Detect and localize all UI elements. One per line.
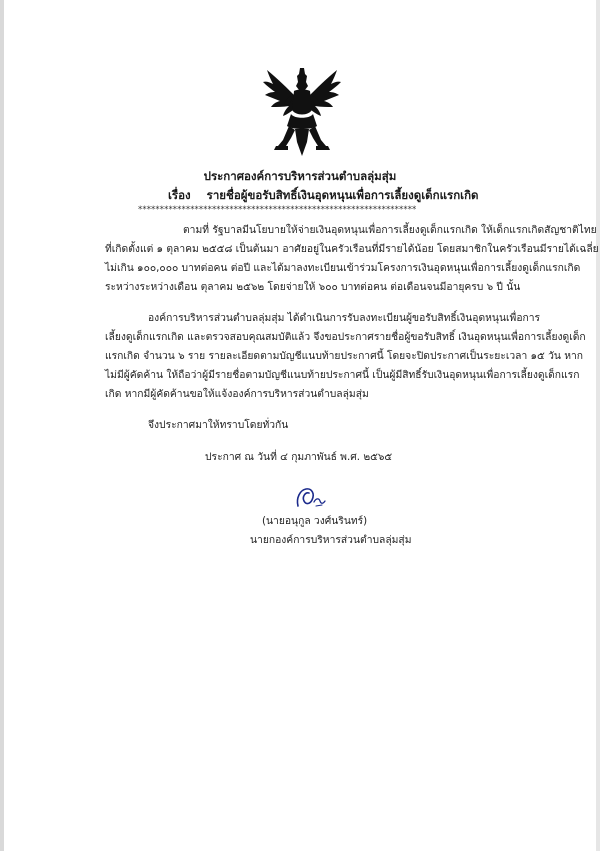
paragraph-2-line: เกิด หากมีผู้คัดค้านขอให้แจ้งองค์การบริหารส่วนตำบลลุ่มสุ่ม xyxy=(105,388,369,400)
paragraph-1-line: ระหว่างระหว่างเดือน ตุลาคม ๒๕๖๒ โดยจ่ายให้ ๖๐๐ บาทต่อคน ต่อเดือนจนมีอายุครบ ๖ ปี นั้น xyxy=(105,281,521,293)
signatory-position: นายกองค์การบริหารส่วนตำบลลุ่มสุ่ม xyxy=(250,534,412,546)
scan-edge-left xyxy=(0,0,4,851)
paragraph-1-line: ตามที่ รัฐบาลมีนโยบายให้จ่ายเงินอุดหนุนเพื่อการเลี้ยงดูเด็กแรกเกิด ให้เด็กแรกเกิดสัญชาติไทย xyxy=(183,224,597,236)
paragraph-2-line: องค์การบริหารส่วนตำบลลุ่มสุ่ม ได้ดำเนินการรับลงทะเบียนผู้ขอรับสิทธิ์เงินอุดหนุนเพื่อการ xyxy=(148,312,541,324)
handwritten-signature-icon xyxy=(292,484,328,512)
paragraph-2-line: เลี้ยงดูเด็กแรกเกิด และตรวจสอบคุณสมบัติแล้ว จึงขอประกาศรายชื่อผู้ขอรับสิทธิ์ เงินอุดหนุนเพื่อการเลี้ยงดูเด็ก xyxy=(105,331,586,343)
closing-line: จึงประกาศมาให้ทราบโดยทั่วกัน xyxy=(148,419,289,431)
paragraph-1-line: ไม่เกิน ๑๐๐,๐๐๐ บาทต่อคน ต่อปี และได้มาลงทะเบียนเข้าร่วมโครงการเงินอุดหนุนเพื่อการเลี้ยงดูเด็กแรกเกิด xyxy=(105,262,581,274)
subject-label: เรื่อง xyxy=(168,188,191,202)
garuda-emblem-icon xyxy=(261,66,343,160)
subject-line xyxy=(168,187,479,205)
paragraph-2-line: แรกเกิด จำนวน ๖ ราย รายละเอียดตามบัญชีแนบท้ายประกาศนี้ โดยจะปิดประกาศเป็นระยะเวลา ๑๕ วัน หาก xyxy=(105,350,584,362)
announcement-title: ประกาศองค์การบริหารส่วนตำบลลุ่มสุ่ม xyxy=(203,169,397,183)
paragraph-2-line: ไม่มีผู้คัดค้าน ให้ถือว่าผู้มีรายชื่อตามบัญชีแนบท้ายประกาศนี้ เป็นผู้มีสิทธิ์รับเงินอุดหนุนเพื่อการเลี้ยงดูเด็กแรก xyxy=(105,369,580,381)
scan-edge-right xyxy=(596,0,600,851)
date-line: ประกาศ ณ วันที่ ๔ กุมภาพันธ์ พ.ศ. ๒๕๖๕ xyxy=(205,451,393,463)
subject-text: รายชื่อผู้ขอรับสิทธิ์เงินอุดหนุนเพื่อการเลี้ยงดูเด็กแรกเกิด xyxy=(206,188,479,202)
signatory-name: (นายอนุกูล วงศ์นรินทร์) xyxy=(262,515,368,527)
paragraph-1-line: ที่เกิดตั้งแต่ ๑ ตุลาคม ๒๕๕๘ เป็นต้นมา อาศัยอยู่ในครัวเรือนที่มีรายได้น้อย โดยสมาชิกในครัวเรือนมีรายได้เฉลี่ย xyxy=(105,243,599,255)
separator: **************************************************************** xyxy=(138,205,417,215)
